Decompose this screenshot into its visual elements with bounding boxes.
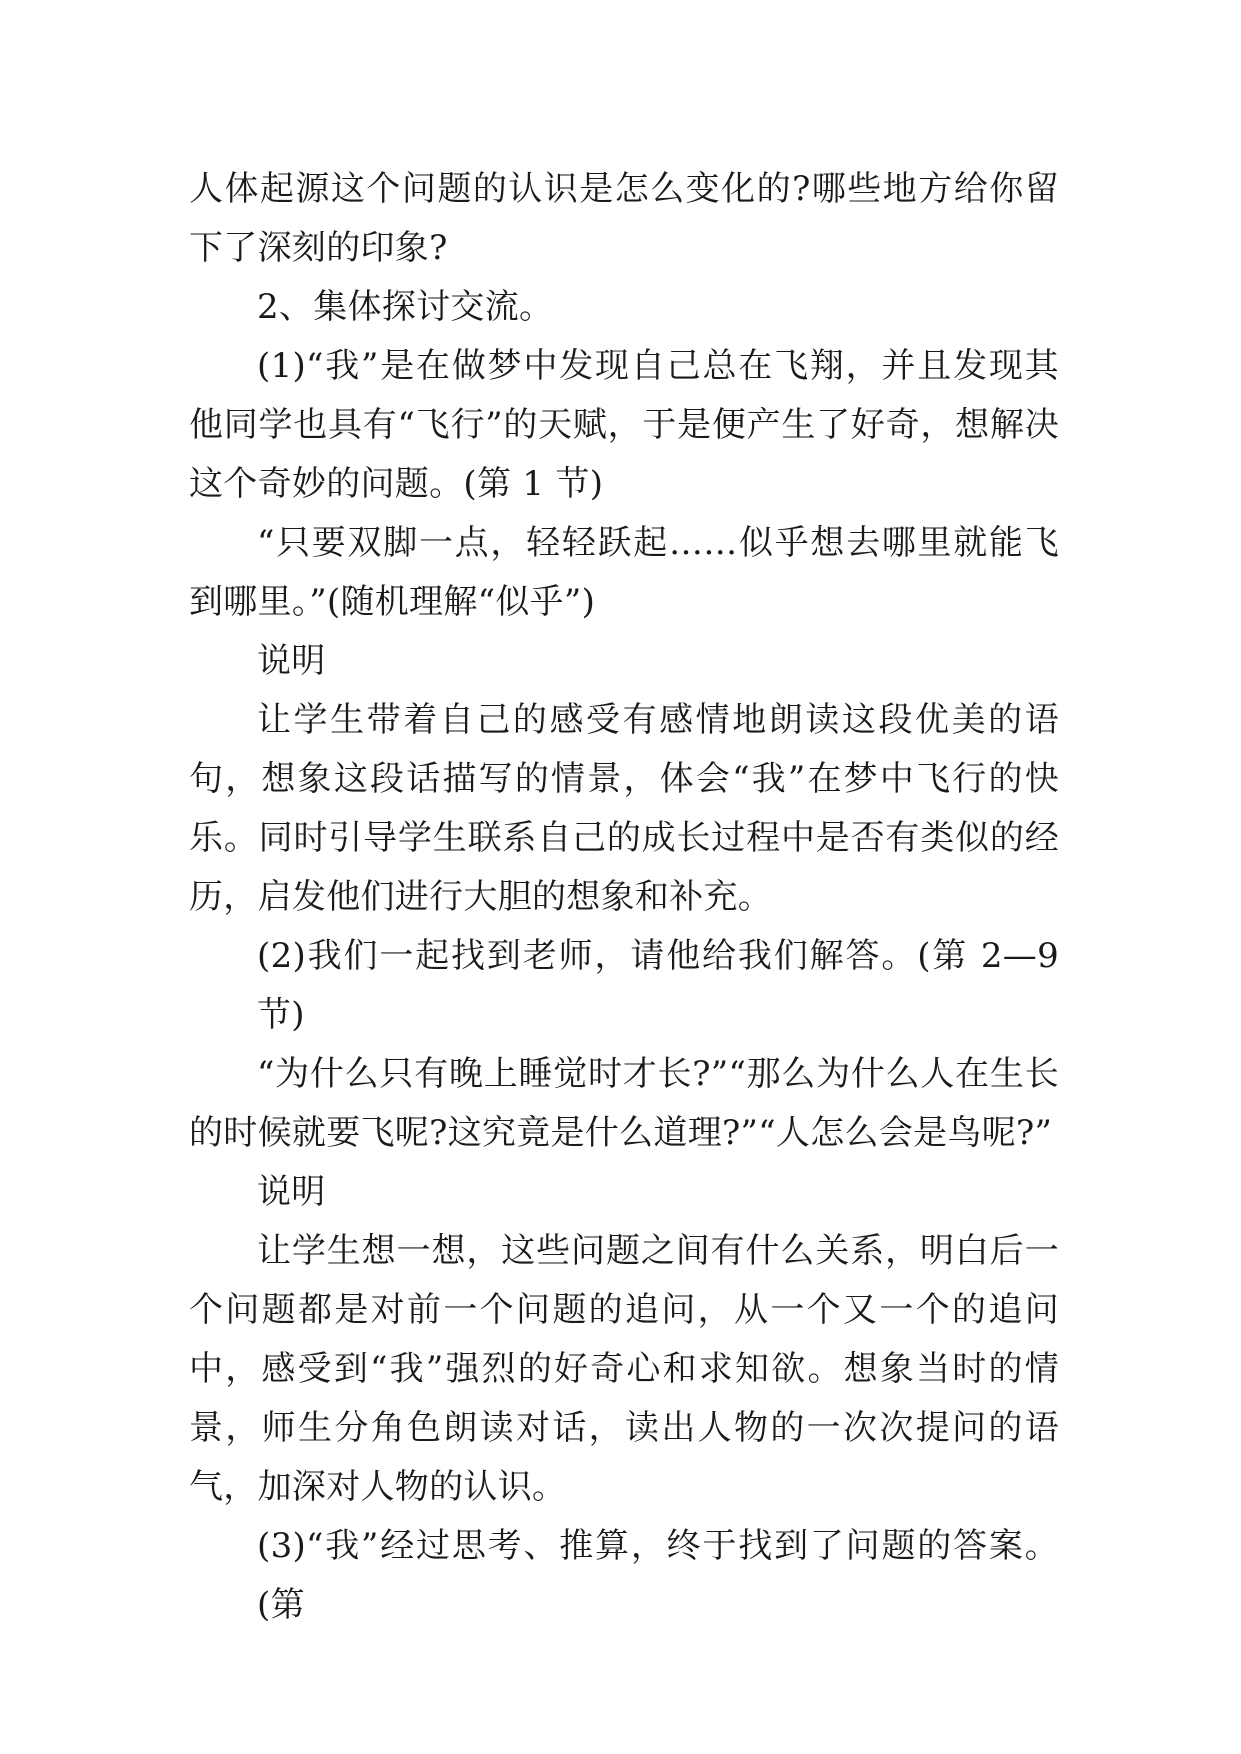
paragraph-quote-1: “只要双脚一点，轻轻跃起……似乎想去哪里就能飞到哪里。”(随机理解“似乎”)	[189, 523, 1059, 622]
paragraph-quote-2: “为什么只有晚上睡觉时才长?”“那么为什么人在生长的时候就要飞呢?这究竟是什么道理?”“人怎么会是鸟呢?”	[189, 1054, 1059, 1153]
paragraph-note-label-2: 说明	[257, 1172, 326, 1212]
paragraph-continued-question: 人体起源这个问题的认识是怎么变化的?哪些地方给你留下了深刻的印象?	[189, 169, 1059, 268]
paragraph-note-label-1: 说明	[257, 641, 326, 681]
paragraph-note-body-1: 让学生带着自己的感受有感情地朗读这段优美的语句，想象这段话描写的情景，体会“我”在梦中飞行的快乐。同时引导学生联系自己的成长过程中是否有类似的经历，启发他们进行大胆的想象和补充。	[189, 700, 1059, 917]
paragraph-step-2-heading: 2、集体探讨交流。	[257, 287, 554, 327]
paragraph-section-3: (3)“我”经过思考、推算，终于找到了问题的答案。(第	[257, 1526, 1059, 1625]
document-body	[189, 160, 1059, 1635]
paragraph-note-body-2: 让学生想一想，这些问题之间有什么关系，明白后一个问题都是对前一个问题的追问，从一个又一个的追问中，感受到“我”强烈的好奇心和求知欲。想象当时的情景，师生分角色朗读对话，读出人物的一次次提问的语气，加深对人物的认识。	[189, 1231, 1059, 1507]
paragraph-section-1: (1)“我”是在做梦中发现自己总在飞翔，并且发现其他同学也具有“飞行”的天赋，于是便产生了好奇，想解决这个奇妙的问题。(第 1 节)	[189, 346, 1059, 504]
paragraph-section-2: (2)我们一起找到老师，请他给我们解答。(第 2—9 节)	[257, 936, 1059, 1035]
